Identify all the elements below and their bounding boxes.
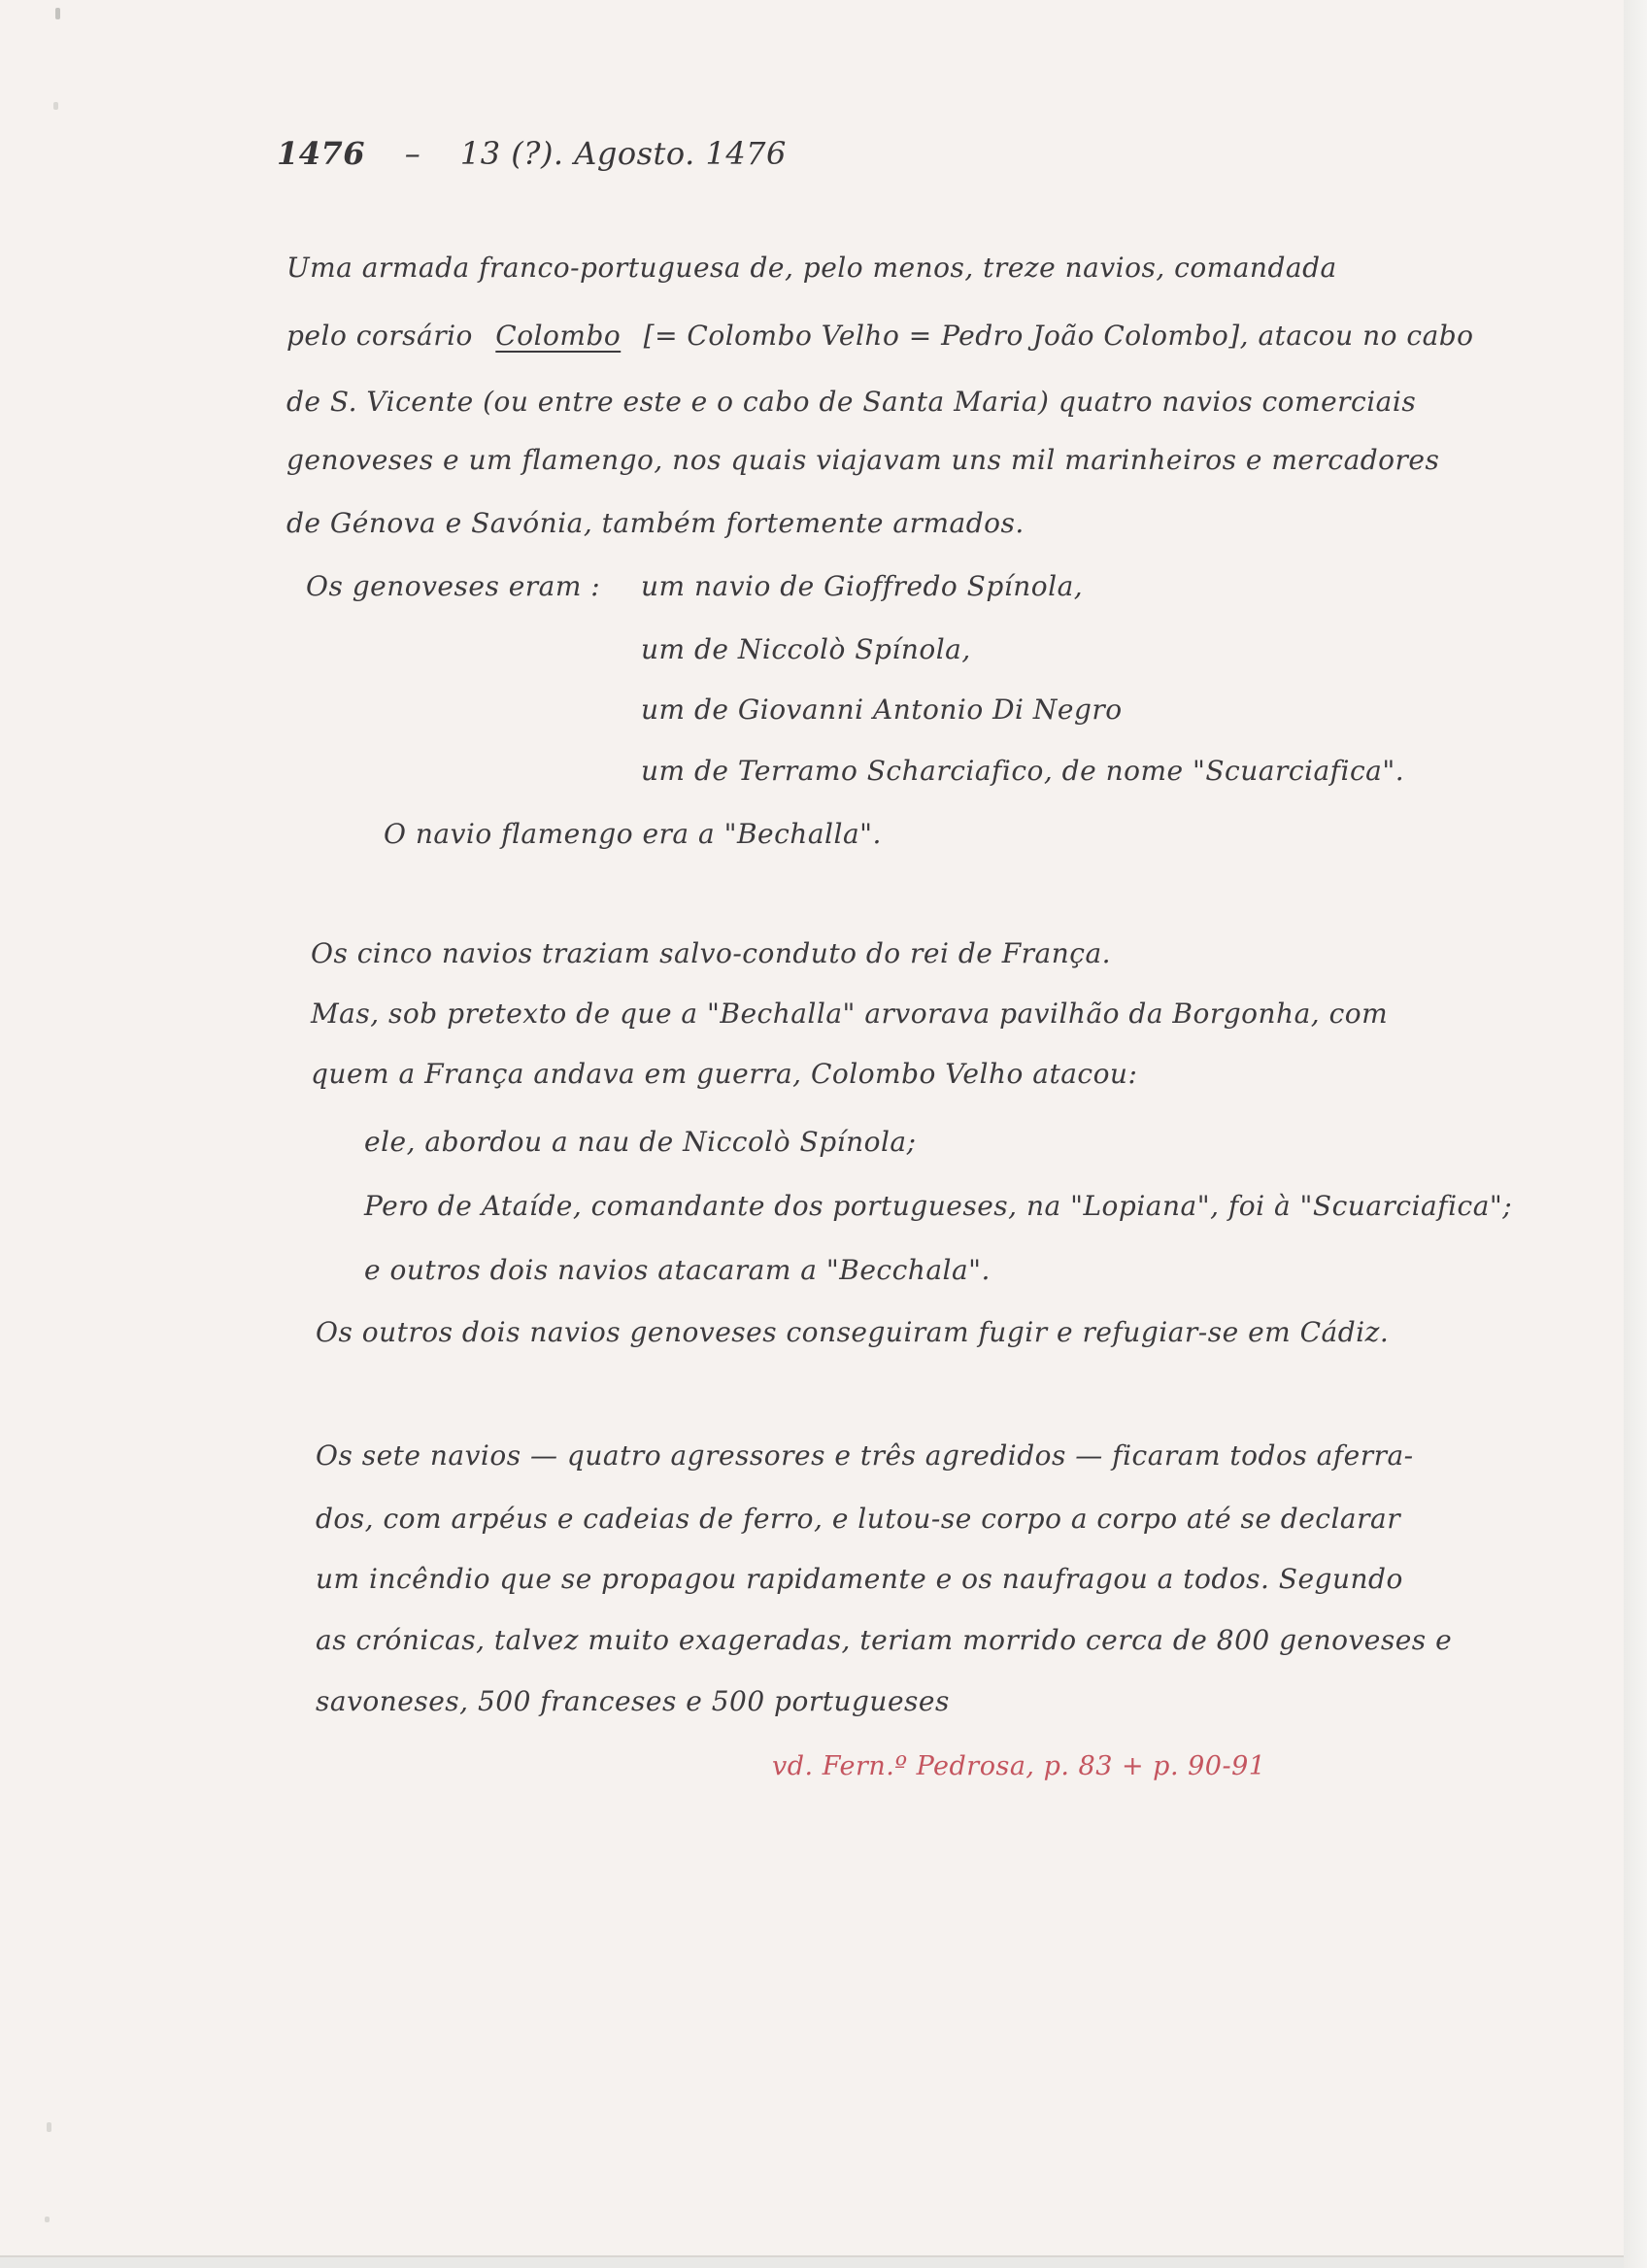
flemish-ship-line: O navio flamengo era a "Bechalla".	[384, 818, 882, 850]
paragraph-3-line-4: as crónicas, talvez muito exageradas, teriam morrido cerca de 800 genoveses e	[316, 1624, 1453, 1656]
attack-action-item: Pero de Ataíde, comandante dos portugueses, na "Lopiana", foi à "Scuarciafica";	[364, 1190, 1513, 1222]
paragraph-3-line-5: savoneses, 500 franceses e 500 portugueses	[316, 1685, 950, 1717]
paragraph-3-line-2: dos, com arpéus e cadeias de ferro, e lutou-se corpo a corpo até se declarar	[316, 1503, 1401, 1535]
punch-mark-upper	[53, 102, 58, 110]
paragraph-1-line-2	[286, 322, 1474, 350]
paragraph-2-line-1: Os cinco navios traziam salvo-conduto do rei de França.	[311, 937, 1112, 969]
document-heading	[277, 135, 787, 172]
punch-mark-top	[55, 8, 60, 19]
paragraph-1-line-5: de Génova e Savónia, também fortemente armados.	[286, 507, 1025, 539]
genoese-ship-item: um de Giovanni Antonio Di Negro	[641, 694, 1123, 726]
heading-separator: –	[404, 135, 421, 172]
punch-mark-bottom	[45, 2217, 50, 2222]
paragraph-1-line-4: genoveses e um flamengo, nos quais viajavam uns mil marinheiros e mercadores	[286, 444, 1440, 476]
genoese-ship-item: um de Niccolò Spínola,	[641, 633, 971, 665]
genoese-ship-item: um navio de Gioffredo Spínola,	[641, 570, 1084, 602]
reference-note: vd. Fern.º Pedrosa, p. 83 + p. 90-91	[772, 1751, 1266, 1781]
paragraph-2-line-2: Mas, sob pretexto de que a "Bechalla" arvorava pavilhão da Borgonha, com	[311, 998, 1389, 1030]
heading-year: 1476	[277, 135, 366, 172]
underlined-name-colombo: Colombo	[495, 320, 622, 352]
paragraph-2-closing: Os outros dois navios genoveses conseguiram fugir e refugiar-se em Cádiz.	[316, 1316, 1390, 1348]
attack-action-item: ele, abordou a nau de Niccolò Spínola;	[364, 1126, 917, 1158]
paragraph-2-line-3: quem a França andava em guerra, Colombo Velho atacou:	[311, 1058, 1138, 1090]
heading-date: 13 (?). Agosto. 1476	[459, 135, 787, 172]
punch-mark-lower	[47, 2122, 51, 2132]
paragraph-1-line-3: de S. Vicente (ou entre este e o cabo de Santa Maria) quatro navios comerciais	[286, 386, 1417, 418]
text-corsario: pelo corsário	[286, 320, 473, 352]
genoese-ship-item: um de Terramo Scharciafico, de nome "Scuarciafica".	[641, 755, 1405, 787]
scan-edge	[1624, 0, 1647, 2268]
paragraph-3-line-1: Os sete navios — quatro agressores e três agredidos — ficaram todos aferra-	[316, 1439, 1414, 1472]
text-colombo-alias: [= Colombo Velho = Pedro João Colombo], atacou no cabo	[643, 320, 1474, 352]
genoese-ships-intro: Os genoveses eram :	[306, 570, 601, 602]
paragraph-1-line-1: Uma armada franco-portuguesa de, pelo menos, treze navios, comandada	[286, 252, 1337, 284]
paragraph-3-line-3: um incêndio que se propagou rapidamente e os naufragou a todos. Segundo	[316, 1563, 1403, 1595]
attack-action-item: e outros dois navios atacaram a "Becchala".	[364, 1254, 991, 1286]
